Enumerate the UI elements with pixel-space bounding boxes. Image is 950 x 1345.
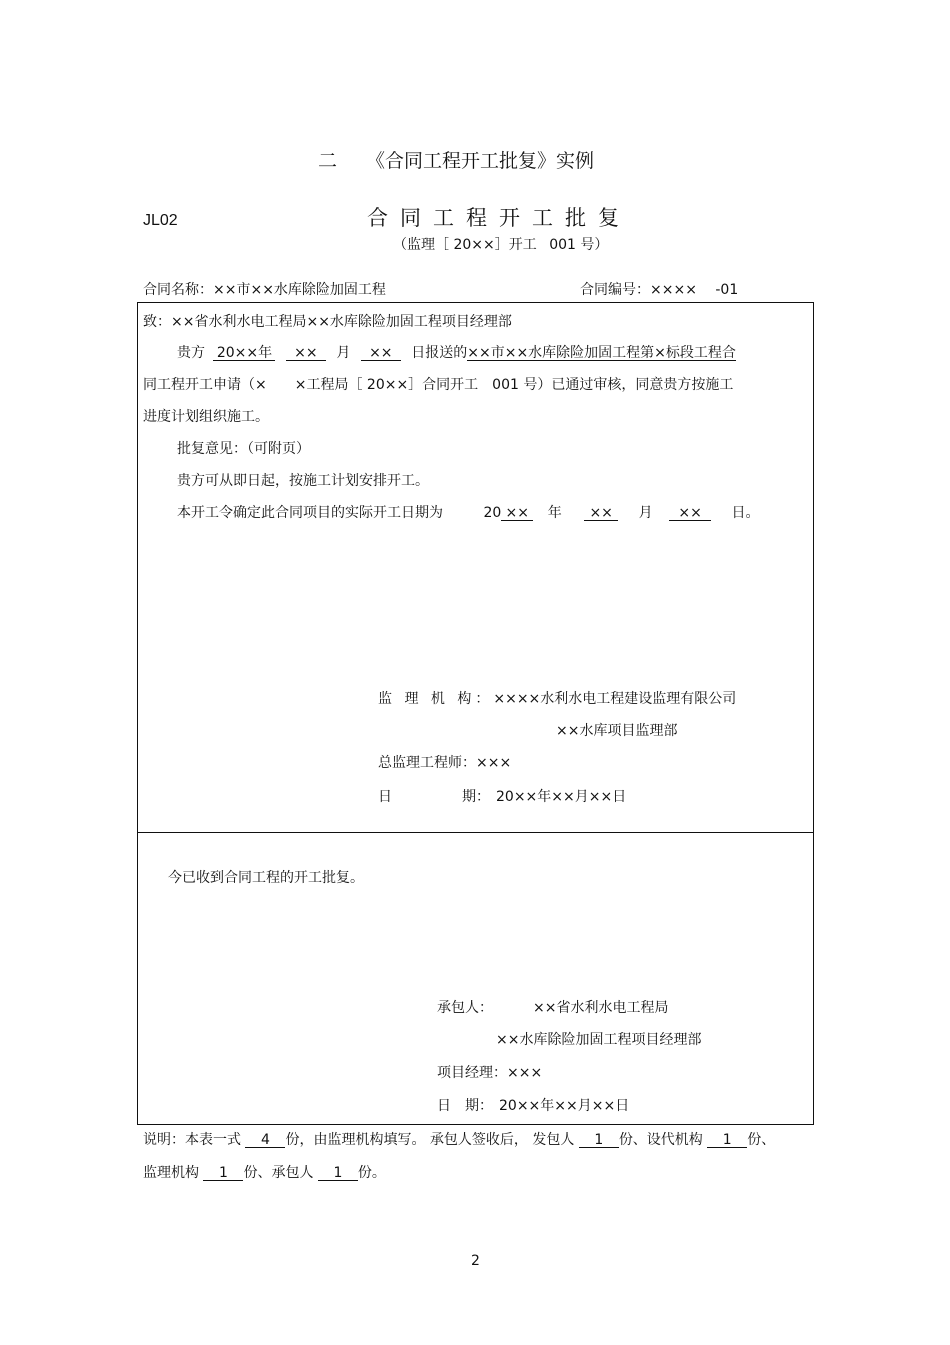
contract-number-suffix: -01	[715, 282, 739, 298]
submission-prefix: 贵方	[177, 345, 205, 361]
section-title: 《合同工程开工批复》实例	[366, 150, 595, 172]
note-d: 份、设代机构	[618, 1132, 703, 1148]
submission-month: ××	[286, 346, 326, 361]
doc-number-suffix: 号）	[580, 237, 609, 253]
note-f: 监理机构	[143, 1165, 199, 1181]
chief-engineer-value: ×××	[476, 755, 512, 771]
submission-project: ××市××水库除险加固工程第×标段工程合	[467, 345, 736, 361]
note-line-2	[143, 1166, 386, 1181]
start-day-unit: 日。	[731, 505, 760, 521]
start-month-unit: 月	[638, 505, 653, 521]
note-copies-supervisor: 1	[203, 1166, 243, 1181]
contractor-value: ××省水利水电工程局	[533, 1000, 669, 1016]
submission-reported: 日报送的	[411, 345, 468, 361]
note-a: 说明：本表一式	[143, 1132, 241, 1148]
opinion-label: 批复意见：（可附页）	[177, 441, 310, 457]
section-number: 二	[318, 150, 338, 172]
contract-number-value: ××××	[650, 282, 697, 298]
note-copies-total: 4	[245, 1133, 285, 1148]
recipient-line: 致：××省水利水电工程局××水库除险加固工程项目经理部	[143, 314, 512, 330]
doc-number-year: 20××	[453, 237, 495, 253]
contract-number-label: 合同编号：	[580, 282, 650, 298]
start-date-line	[177, 506, 760, 521]
supervisor-date-value: 20××年××月××日	[496, 789, 627, 805]
start-year-unit: 年	[547, 505, 562, 521]
contract-name-label: 合同名称：	[143, 282, 213, 298]
receipt-date	[437, 1099, 629, 1113]
note-copies-owner: 1	[579, 1133, 619, 1148]
receipt-text: 今已收到合同工程的开工批复。	[168, 870, 364, 886]
supervisor-org-label: 监 理 机 构：	[378, 691, 494, 707]
contractor-label: 承包人：	[437, 1000, 493, 1016]
application-line: 同工程开工申请（× ×工程局［ 20××］合同开工 001 号）已通过审核，同意贵方按施工	[143, 377, 734, 393]
schedule-line: 进度计划组织施工。	[143, 409, 269, 425]
document-number	[393, 238, 608, 252]
note-b: 份，由监理机构填写。 承包人签收后， 发包人	[285, 1132, 575, 1148]
project-manager-value: ×××	[507, 1065, 543, 1081]
form-code: JL02	[143, 212, 178, 229]
contractor	[437, 1001, 668, 1015]
contract-name-value: ××市××水库除险加固工程	[213, 282, 386, 298]
note-e: 份、	[747, 1132, 776, 1148]
submission-line	[177, 346, 736, 361]
contractor-dept: ××水库除险加固工程项目经理部	[496, 1032, 702, 1048]
note-line-1	[143, 1133, 775, 1148]
note-copies-design: 1	[707, 1133, 747, 1148]
note-h: 份。	[357, 1165, 386, 1181]
note-g: 份、承包人	[243, 1165, 314, 1181]
supervisor-dept: ××水库项目监理部	[556, 723, 678, 739]
supervisor-org-value: ××××水利水电工程建设监理有限公司	[493, 691, 737, 707]
page-number: 2	[471, 1253, 480, 1269]
start-month: ××	[584, 506, 618, 521]
contract-name	[143, 283, 386, 297]
receipt-date-label: 日 期：	[437, 1098, 493, 1114]
receipt-date-value: 20××年××月××日	[499, 1098, 630, 1114]
submission-day: ××	[361, 346, 401, 361]
note-copies-contractor: 1	[318, 1166, 358, 1181]
start-date-label: 本开工令确定此合同项目的实际开工日期为	[177, 505, 443, 521]
supervisor-date-label-b: 期：	[462, 789, 490, 805]
project-manager-label: 项目经理：	[437, 1065, 507, 1081]
start-year: ××	[501, 506, 533, 521]
supervisor-date	[378, 790, 626, 804]
contract-number	[580, 283, 738, 297]
chief-engineer	[378, 756, 511, 770]
submission-month-unit: 月	[336, 345, 351, 361]
doc-number-prefix: （监理［	[393, 237, 449, 253]
start-day: ××	[669, 506, 711, 521]
form-title: 合同工程开工批复	[367, 206, 631, 230]
supervisor-date-label-a: 日	[378, 789, 392, 805]
submission-year: 20××年	[213, 346, 275, 361]
doc-number-seq: 001	[549, 237, 576, 253]
chief-engineer-label: 总监理工程师：	[378, 755, 476, 771]
opinion-text: 贵方可从即日起，按施工计划安排开工。	[177, 473, 429, 489]
project-manager	[437, 1066, 542, 1080]
start-year-prefix: 20	[483, 505, 502, 521]
supervisor-org	[378, 692, 736, 706]
doc-number-middle: ］开工	[494, 237, 537, 253]
